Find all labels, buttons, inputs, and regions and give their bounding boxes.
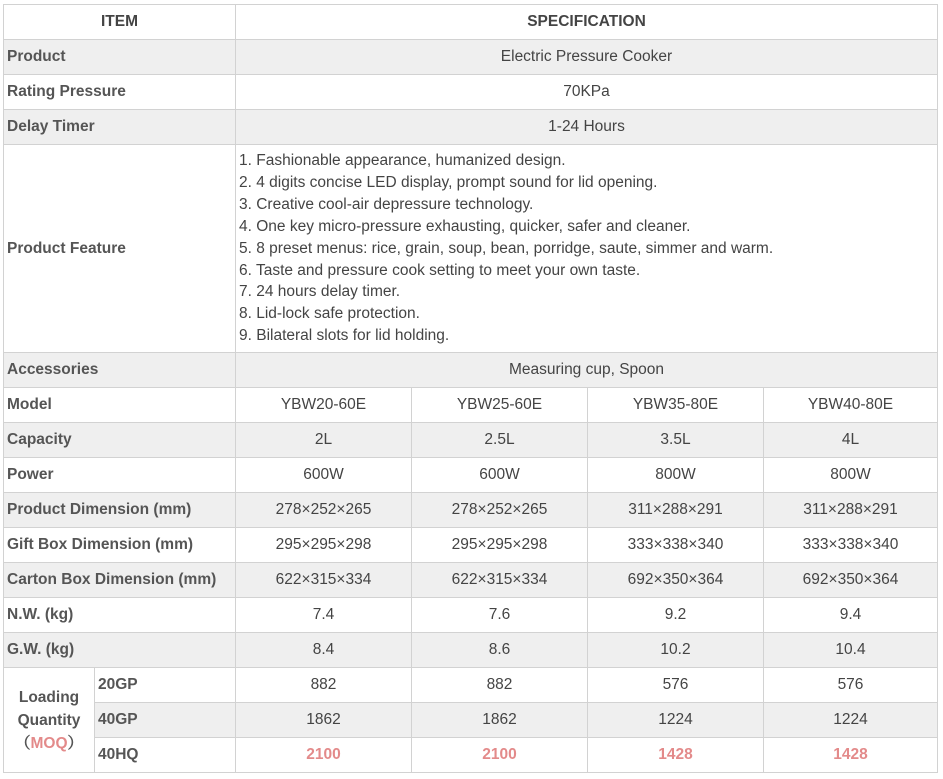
cell-value: 622×315×334 [412, 563, 588, 598]
feature-item: 5. 8 preset menus: rice, grain, soup, bean, porridge, saute, simmer and warm. [239, 239, 774, 257]
cell-value: 882 [236, 668, 412, 703]
delay-timer-row [4, 110, 938, 145]
cell-value: YBW35-80E [588, 388, 764, 423]
row-label: G.W. (kg) [4, 633, 236, 668]
cell-value: 278×252×265 [412, 493, 588, 528]
row-label: Product Dimension (mm) [4, 493, 236, 528]
cell-value: 4L [764, 423, 938, 458]
product-row [4, 40, 938, 75]
moq-value: 1428 [764, 738, 938, 773]
row-label: Rating Pressure [4, 75, 236, 110]
cell-value: 576 [588, 668, 764, 703]
cell-value: 10.2 [588, 633, 764, 668]
cell-value: 295×295×298 [412, 528, 588, 563]
cell-value: YBW40-80E [764, 388, 938, 423]
loading-20gp-row [4, 668, 938, 703]
loading-40gp-row [4, 703, 938, 738]
row-value: Measuring cup, Spoon [236, 353, 938, 388]
row-label: Capacity [4, 423, 236, 458]
row-label: Carton Box Dimension (mm) [4, 563, 236, 598]
cell-value: 7.6 [412, 598, 588, 633]
moq-value: 2100 [236, 738, 412, 773]
cell-value: 1862 [412, 703, 588, 738]
feature-item: 7. 24 hours delay timer. [239, 283, 401, 301]
cell-value: 9.2 [588, 598, 764, 633]
cell-value: 8.4 [236, 633, 412, 668]
row-label: Delay Timer [4, 110, 236, 145]
row-label: Product [4, 40, 236, 75]
row-label: Model [4, 388, 236, 423]
feature-item: 2. 4 digits concise LED display, prompt sound for lid opening. [239, 173, 658, 191]
cell-value: 800W [588, 458, 764, 493]
row-value: Electric Pressure Cooker [236, 40, 938, 75]
cell-value: 333×338×340 [588, 528, 764, 563]
cell-value: 311×288×291 [764, 493, 938, 528]
cell-value: 311×288×291 [588, 493, 764, 528]
cell-value: YBW25-60E [412, 388, 588, 423]
model-row [4, 388, 938, 423]
cell-value: 295×295×298 [236, 528, 412, 563]
feature-item: 3. Creative cool-air depressure technology. [239, 195, 534, 213]
cell-value: 692×350×364 [764, 563, 938, 598]
feature-item: 4. One key micro-pressure exhausting, quicker, safer and cleaner. [239, 217, 691, 235]
row-label: Accessories [4, 353, 236, 388]
net-weight-row [4, 598, 938, 633]
row-value: 70KPa [236, 75, 938, 110]
cell-value: YBW20-60E [236, 388, 412, 423]
product-dimension-row [4, 493, 938, 528]
cell-value: 800W [764, 458, 938, 493]
moq-value: 2100 [412, 738, 588, 773]
loading-40hq-row [4, 738, 938, 773]
loading-label-line3: （MOQ） [14, 734, 84, 752]
specification-table [3, 4, 938, 773]
cell-value: 882 [412, 668, 588, 703]
row-value: 1-24 Hours [236, 110, 938, 145]
row-label: Power [4, 458, 236, 493]
capacity-row [4, 423, 938, 458]
header-row [4, 5, 938, 40]
cell-value: 1224 [764, 703, 938, 738]
accessories-row [4, 353, 938, 388]
loading-label-line1: Loading [18, 688, 80, 706]
power-row [4, 458, 938, 493]
feature-item: 6. Taste and pressure cook setting to meet your own taste. [239, 261, 641, 279]
cell-value: 278×252×265 [236, 493, 412, 528]
cell-value: 692×350×364 [588, 563, 764, 598]
cell-value: 600W [236, 458, 412, 493]
product-feature-row [4, 145, 938, 353]
row-label: N.W. (kg) [4, 598, 236, 633]
container-label: 40GP [95, 703, 236, 738]
cell-value: 576 [764, 668, 938, 703]
cell-value: 333×338×340 [764, 528, 938, 563]
loading-quantity-label [4, 668, 95, 773]
container-label: 20GP [95, 668, 236, 703]
cell-value: 9.4 [764, 598, 938, 633]
cell-value: 3.5L [588, 423, 764, 458]
cell-value: 2L [236, 423, 412, 458]
cell-value: 8.6 [412, 633, 588, 668]
rating-pressure-row [4, 75, 938, 110]
cell-value: 7.4 [236, 598, 412, 633]
feature-list [236, 145, 938, 353]
row-label: Product Feature [4, 145, 236, 353]
moq-value: 1428 [588, 738, 764, 773]
feature-item: 8. Lid-lock safe protection. [239, 305, 420, 323]
gross-weight-row [4, 633, 938, 668]
gift-box-dimension-row [4, 528, 938, 563]
row-label: Gift Box Dimension (mm) [4, 528, 236, 563]
cell-value: 600W [412, 458, 588, 493]
carton-box-dimension-row [4, 563, 938, 598]
cell-value: 622×315×334 [236, 563, 412, 598]
cell-value: 2.5L [412, 423, 588, 458]
cell-value: 10.4 [764, 633, 938, 668]
loading-label-line2: Quantity [17, 711, 81, 729]
feature-item: 1. Fashionable appearance, humanized design. [239, 152, 566, 169]
cell-value: 1862 [236, 703, 412, 738]
header-specification: SPECIFICATION [236, 5, 938, 40]
header-item: ITEM [4, 5, 236, 40]
cell-value: 1224 [588, 703, 764, 738]
feature-item: 9. Bilateral slots for lid holding. [239, 327, 450, 345]
moq-label: MOQ [30, 734, 68, 752]
container-label: 40HQ [95, 738, 236, 773]
